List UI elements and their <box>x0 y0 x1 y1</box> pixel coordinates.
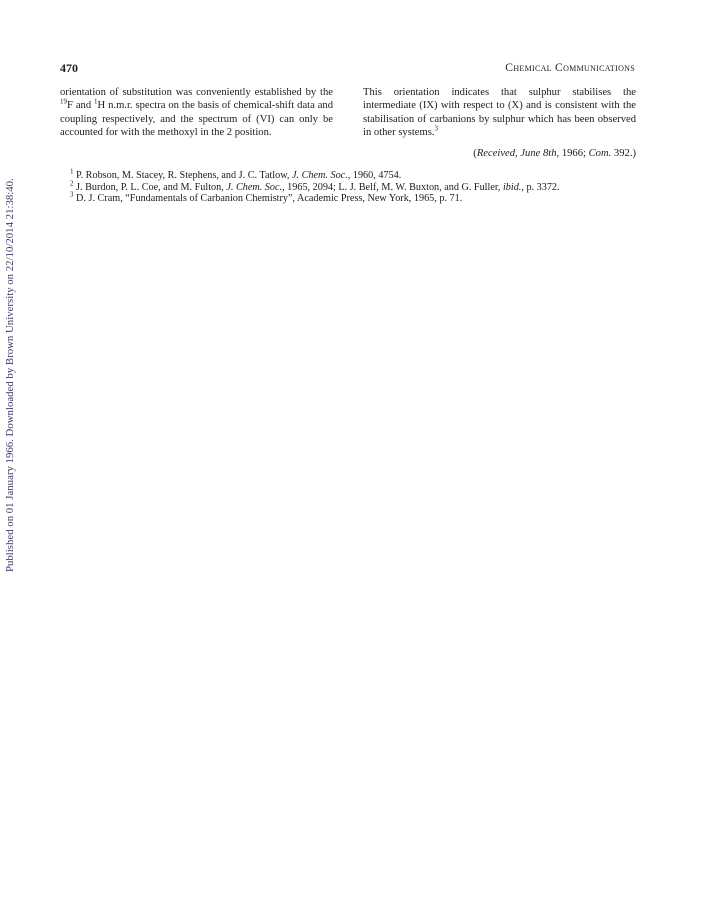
footnote-authors: P. Robson, M. Stacey, R. Stephens, and J. C. Tatlow, <box>73 170 293 181</box>
journal-running-head: Chemical Communications <box>505 61 635 74</box>
footnote-journal: J. Chem. Soc. <box>292 170 348 181</box>
footnote-mark: 1 <box>70 167 74 176</box>
footnote-1 <box>60 167 638 182</box>
page-number: 470 <box>60 61 78 75</box>
footnote-citation: , 1965, 2094; L. J. Belf, M. W. Buxton, and G. Fuller, <box>282 181 503 193</box>
right-text: This orientation indicates that sulphur stabilises the intermediate (IX) with respect to (X) and is consistent with the stabilisation of carbanions by sulphur which has been observed in other systems. <box>363 87 636 139</box>
superscript-1: 1 <box>94 97 98 106</box>
reference-mark-3: 3 <box>434 124 439 133</box>
received-line <box>363 147 636 160</box>
footnote-authors: J. Burdon, P. L. Coe, and M. Fulton, <box>73 181 227 193</box>
received-date-italic: Received, June 8th, <box>476 147 560 159</box>
footnote-mark: 2 <box>70 179 74 188</box>
footnote-citation: , 1960, 4754. <box>347 170 402 181</box>
com-number: 392.) <box>611 147 636 159</box>
left-text-3: H n.m.r. spectra on the basis of chemical-shift data and coupling respectively, and the spectrum of (VI) can only be accounted for with the methoxyl in the 2 position. <box>60 100 334 139</box>
footnote-3 <box>60 190 638 205</box>
right-paragraph <box>363 86 636 140</box>
footnote-2 <box>60 179 638 194</box>
left-text-1: orientation of substitution was conveniently established by the <box>60 87 333 98</box>
footnote-ibid: ibid. <box>502 181 522 193</box>
download-watermark-text: Published on 01 January 1966. Downloaded by Brown University on 22/10/2014 21:38:40. <box>4 178 16 572</box>
left-text-2: F and <box>67 100 95 112</box>
download-watermark <box>3 172 19 572</box>
footnote-journal: J. Chem. Soc. <box>226 181 283 193</box>
com-label: Com. <box>588 147 612 159</box>
footnotes <box>60 167 638 205</box>
footnote-mark: 3 <box>70 190 74 199</box>
body-column-left <box>60 86 333 140</box>
received-open-paren: ( <box>473 147 477 159</box>
superscript-19: 19 <box>60 97 67 106</box>
body-column-right <box>363 86 636 160</box>
footnote-page: , p. 3372. <box>521 181 560 193</box>
received-year: 1966; <box>559 147 589 159</box>
footnote-citation: D. J. Cram, “Fundamentals of Carbanion Chemistry”, Academic Press, New York, 1965, p. 71. <box>73 193 463 205</box>
